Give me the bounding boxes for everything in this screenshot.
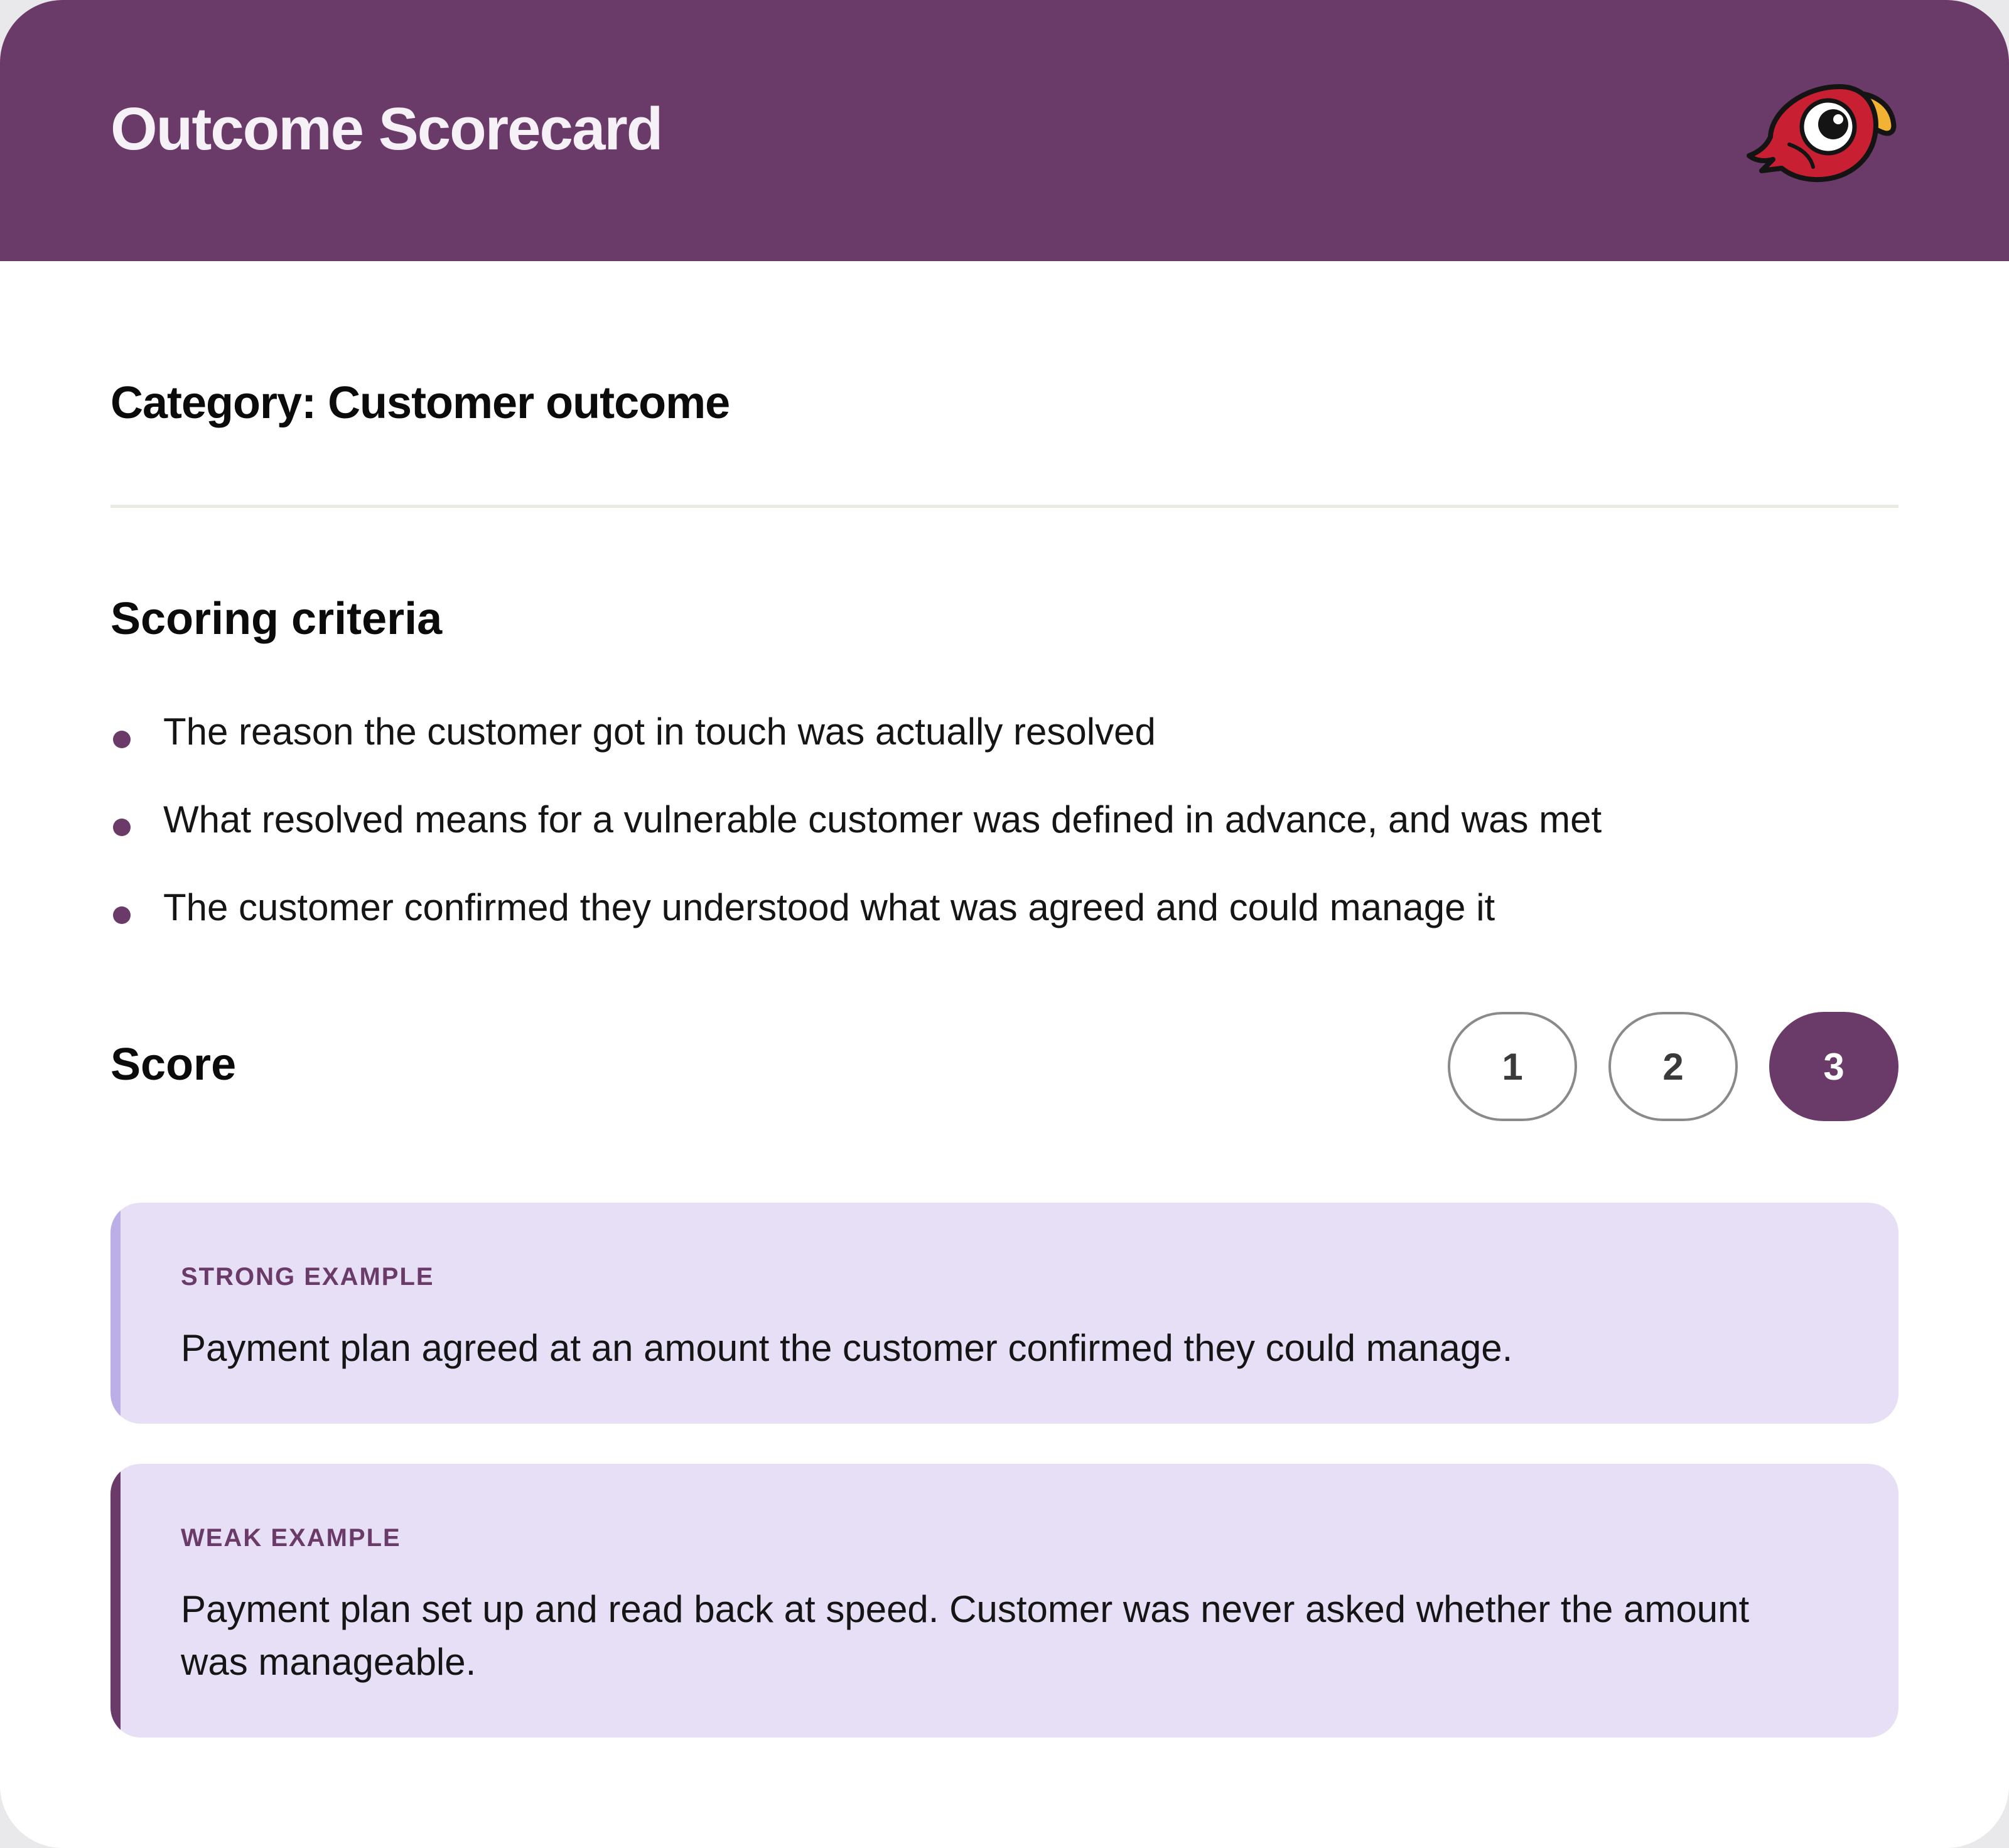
- score-option-3-button[interactable]: 3: [1769, 1012, 1899, 1121]
- score-option-1-button[interactable]: 1: [1448, 1012, 1577, 1121]
- weak-example-panel: [110, 1464, 1899, 1738]
- bullet-icon: [113, 819, 131, 836]
- section-divider: [110, 505, 1899, 508]
- strong-example-label: STRONG EXAMPLE: [181, 1263, 434, 1291]
- weak-example-text: Payment plan set up and read back at speed. Customer was never asked whether the amount was manageable.: [181, 1588, 1750, 1683]
- page-title: Outcome Scorecard: [110, 95, 662, 163]
- score-label: Score: [110, 1040, 237, 1090]
- scoring-criteria-heading: Scoring criteria: [110, 594, 443, 644]
- criteria-item-text: The reason the customer got in touch was actually resolved: [163, 711, 1156, 753]
- bullet-icon: [113, 906, 131, 924]
- strong-example-panel: [110, 1203, 1899, 1424]
- criteria-item: [110, 879, 1899, 967]
- bullet-icon: [113, 731, 131, 748]
- criteria-item-text: What resolved means for a vulnerable customer was defined in advance, and was met: [163, 798, 1602, 841]
- strong-example-accent-bar: [110, 1203, 121, 1424]
- strong-example-text: Payment plan agreed at an amount the customer confirmed they could manage.: [181, 1327, 1513, 1369]
- criteria-item: [110, 703, 1899, 791]
- category-heading: Category: Customer outcome: [110, 378, 730, 428]
- score-option-2-button[interactable]: 2: [1608, 1012, 1738, 1121]
- parrot-logo-icon: [1745, 74, 1902, 190]
- criteria-list: [110, 703, 1899, 967]
- criteria-item-text: The customer confirmed they understood what was agreed and could manage it: [163, 886, 1495, 928]
- header-bar: [0, 0, 2009, 261]
- criteria-item: [110, 791, 1899, 879]
- weak-example-label: WEAK EXAMPLE: [181, 1524, 401, 1552]
- weak-example-accent-bar: [110, 1464, 121, 1738]
